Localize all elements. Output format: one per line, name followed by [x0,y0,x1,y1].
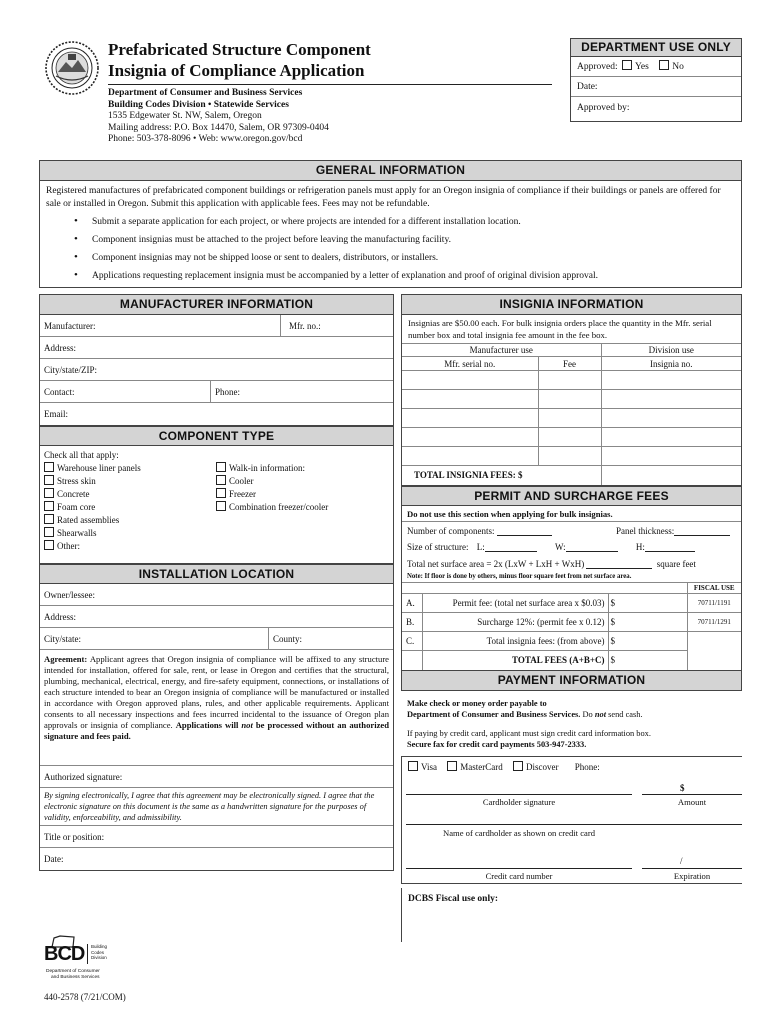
mastercard-label: MasterCard [460,761,503,772]
manufacturer-contact-field[interactable] [40,381,393,403]
form-title-line1: Prefabricated Structure Component [108,40,371,59]
agreement-text: Agreement: Applicant agrees that Oregon insignia of compliance will be affixed to any structure intended for installation, offered for sale, rent, or lease in Oregon and certifies that the structural, plumbing, mechanical, electrical, energy, and fire-safety equipment, connections, or installations of each structure intended to bear an Oregon insignia of compliance will be manufactured or installed in accordance with Oregon approved plans, rules, and other applicable requirements. Applicant consents to all necessary inspections and fees incurred incidental to the issuance of Oregon plan approvals or insignia of compliance. Applications will not be processed without an authorized signature and fees paid. [40,650,393,766]
county-label: County: [273,634,303,644]
other-checkbox[interactable] [44,540,54,550]
installation-city-field[interactable] [40,628,393,650]
freezer-label: Freezer [229,489,256,499]
fee-col-header: Fee [538,357,601,371]
fee-row-b-input[interactable]: $ [608,613,687,632]
fee-row-b-label: Surcharge 12%: (permit fee x 0.12) [422,613,608,632]
owner-field[interactable]: Owner/lessee: [40,584,393,606]
cardholder-name-label: Name of cardholder as shown on credit card [442,827,595,838]
card-number-label: Credit card number [485,870,553,881]
header-phone-web: Phone: 503-378-8096 • Web: www.oregon.gov/bcd [108,134,303,144]
concrete-label: Concrete [57,489,90,499]
installation-title: INSTALLATION LOCATION [40,564,393,584]
approved-yes-label: Yes [635,62,649,72]
manufacturer-field[interactable] [40,315,393,337]
fee-row-b-code: 70711/1291 [687,613,741,632]
payment-cc-line2: Secure fax for credit card payments 503-947-2333. [407,739,587,749]
size-label: Size of structure: [407,541,469,552]
num-components-input[interactable] [497,526,552,536]
total-area-input[interactable] [586,559,652,569]
fee-row-c-input[interactable]: $ [608,632,687,651]
freezer-checkbox[interactable] [216,488,226,498]
num-components-label: Number of components: [407,525,495,536]
amount-label: Amount [677,796,707,807]
phone-label: Phone: [215,387,241,397]
approved-label: Approved: [577,62,618,72]
total-insignia-fees[interactable]: TOTAL INSIGNIA FEES: $ [402,466,601,485]
manufacturer-use-header: Manufacturer use [402,344,601,357]
installation-address-field[interactable]: Address: [40,606,393,628]
form-title-line2: Insignia of Compliance Application [108,61,365,80]
height-label: H: [635,541,645,552]
header-division: Building Codes Division • Statewide Services [108,99,289,110]
general-information-section [39,160,742,288]
cooler-label: Cooler [229,476,254,486]
mastercard-checkbox[interactable] [447,761,457,771]
general-information-title: GENERAL INFORMATION [40,161,741,181]
authorized-signature-field[interactable]: Authorized signature: [40,766,393,788]
amount-line[interactable] [642,782,742,795]
title-rule [108,84,552,85]
other-label: Other: [57,541,80,551]
form-number: 440-2578 (7/21/COM) [44,992,126,1002]
payment-check-line1: Make check or money order payable to [407,698,547,708]
fee-row-a-letter: A. [402,594,422,613]
visa-label: Visa [421,761,437,772]
contact-label: Contact: [44,387,75,397]
manufacturer-section [39,294,394,426]
footer-dept-2: and Business Services [51,974,100,980]
approved-yes-checkbox[interactable] [622,60,632,70]
dept-date-field[interactable]: Date: [571,77,741,97]
agreement-date-field[interactable]: Date: [44,854,64,864]
logo-side-2: Codes [91,949,105,955]
height-input[interactable] [645,542,695,552]
insignia-note: Insignias are $50.00 each. For bulk insignia orders place the quantity in the Mfr. serial number box and total insignia fee amount in the fee box. [408,318,712,340]
general-bullet-3: • Component insignias may not be shipped loose or sent to dealers, distributors, or installers. [46,252,735,265]
footer-dept-1: Department of Consumer [46,969,100,974]
warehouse-liner-label: Warehouse liner panels [57,463,141,473]
stress-skin-label: Stress skin [57,476,96,486]
fee-row-a-code: 70711/1191 [687,594,741,613]
title-position-field[interactable]: Title or position: [40,826,393,848]
shearwalls-checkbox[interactable] [44,527,54,537]
manufacturer-email-field[interactable]: Email: [44,409,68,419]
total-fees-input[interactable]: $ [608,651,687,670]
manufacturer-city-field[interactable]: City/state/ZIP: [40,359,393,381]
combination-checkbox[interactable] [216,501,226,511]
component-type-title: COMPONENT TYPE [40,426,393,446]
general-intro: Registered manufactures of prefabricated component buildings or refrigeration panels must apply for an Oregon insignia of compliance if their buildings or panels are offered for sale or installed in Oregon. Submit this application with applicable fees. Fees may not be refundable. [46,186,721,209]
esign-notice: By signing electronically, I agree that this agreement may be electronically signed. I agree that the electronic signature on this document is the same as a handwritten signature for the purposes of validity, enforceability, and admissibility. [40,788,393,826]
installation-section [39,564,394,871]
card-number-line[interactable] [406,861,632,869]
panel-thickness-label: Panel thickness: [616,525,675,536]
permit-title: PERMIT AND SURCHARGE FEES [402,486,741,506]
general-bullet-1: • Submit a separate application for each project, or where projects are intended for a different installation location. [46,216,735,229]
total-fees-label: TOTAL FEES (A+B+C) [422,651,608,670]
panel-thickness-input[interactable] [674,526,730,536]
concrete-checkbox[interactable] [44,488,54,498]
insignia-row[interactable] [402,371,741,390]
length-label: L: [476,541,485,552]
logo-side-3: Division [91,955,107,960]
department-use-box [570,38,742,122]
insignia-row[interactable] [402,428,741,447]
cardholder-signature-line[interactable] [406,787,632,795]
payment-title: PAYMENT INFORMATION [402,670,741,690]
dcbs-fiscal-label: DCBS Fiscal use only: [408,893,498,904]
manufacturer-label: Manufacturer: [44,321,96,331]
width-label: W: [554,541,566,552]
insignia-title: INSIGNIA INFORMATION [402,295,741,315]
mfr-no-label: Mfr. no.: [289,321,321,331]
length-input[interactable] [485,542,537,552]
insignia-row[interactable] [402,447,741,466]
oregon-seal-icon [44,40,100,96]
department-use-title: DEPARTMENT USE ONLY [571,39,741,57]
warehouse-liner-checkbox[interactable] [44,462,54,472]
component-type-section [39,426,394,564]
payment-cc-line1: If paying by credit card, applicant must sign credit card information box. [407,728,651,738]
fee-row-c-letter: C. [402,632,422,651]
permit-section [401,486,742,691]
header-dept: Department of Consumer and Business Services [108,88,303,98]
expiration-line[interactable] [642,855,742,869]
foam-core-checkbox[interactable] [44,501,54,511]
fee-row-a-label: Permit fee: (total net surface area x $0.03) [422,594,608,613]
payment-check-line2: Department of Consumer and Business Services. Do not send cash. [407,709,643,719]
cardholder-name-line[interactable] [406,817,742,825]
fee-row-a-input[interactable]: $ [608,594,687,613]
combination-label: Combination freezer/cooler [229,502,329,512]
discover-label: Discover [525,761,559,772]
permit-no-bulk-note: Do not use this section when applying for bulk insignias. [402,506,741,522]
fee-row-c-label: Total insignia fees: (from above) [422,632,608,651]
dept-approved-by-field[interactable]: Approved by: [577,103,630,113]
serial-col-header: Mfr. serial no. [402,357,538,371]
sqft-label: square feet [656,558,696,569]
credit-card-box [401,756,742,884]
floor-note: Note: If floor is done by others, minus floor square feet from net surface area. [402,572,741,583]
fee-row-b-letter: B. [402,613,422,632]
expiration-label: Expiration [673,870,711,881]
rated-assemblies-label: Rated assemblies [57,515,120,525]
visa-checkbox[interactable] [408,761,418,771]
city-state-label: City/state: [44,634,81,644]
amount-dollar: $ [680,782,685,793]
manufacturer-address-field[interactable]: Address: [40,337,393,359]
logo-side-1: Building [91,944,108,949]
insignia-row[interactable] [402,409,741,428]
payment-phone-label: Phone: [574,761,600,772]
total-area-label: Total net surface area = 2x (LxW + LxH + WxH) [407,558,585,569]
insignia-section [401,294,742,486]
bcd-logo-text: BCD [44,943,85,965]
width-input[interactable] [566,542,618,552]
approved-no-checkbox[interactable] [659,60,669,70]
cooler-checkbox[interactable] [216,475,226,485]
insignia-row[interactable] [402,390,741,409]
check-all-label: Check all that apply: [44,450,119,460]
fiscal-use-header: FISCAL USE [687,583,741,594]
approved-no-label: No [672,62,684,72]
manufacturer-title: MANUFACTURER INFORMATION [40,295,393,315]
walk-in-checkbox[interactable] [216,462,226,472]
insignia-col-header: Insignia no. [601,357,741,371]
cardholder-signature-label: Cardholder signature [482,796,556,807]
expiration-slash: / [680,855,683,866]
header-mailing: Mailing address: P.O. Box 14470, Salem, OR 97309-0404 [108,122,329,133]
general-bullet-4: • Applications requesting replacement insignia must be accompanied by a letter of explanation and proof of original division approval. [46,270,735,283]
general-bullet-2: • Component insignias must be attached to the project before leaving the manufacturing facility. [46,234,735,247]
discover-checkbox[interactable] [513,761,523,771]
division-use-header: Division use [601,344,741,357]
rated-assemblies-checkbox[interactable] [44,514,54,524]
header-address: 1535 Edgewater St. NW, Salem, Oregon [108,111,262,121]
foam-core-label: Foam core [57,502,96,512]
bcd-logo [44,935,124,983]
walk-in-label: Walk-in information: [229,463,306,473]
shearwalls-label: Shearwalls [57,528,97,538]
stress-skin-checkbox[interactable] [44,475,54,485]
